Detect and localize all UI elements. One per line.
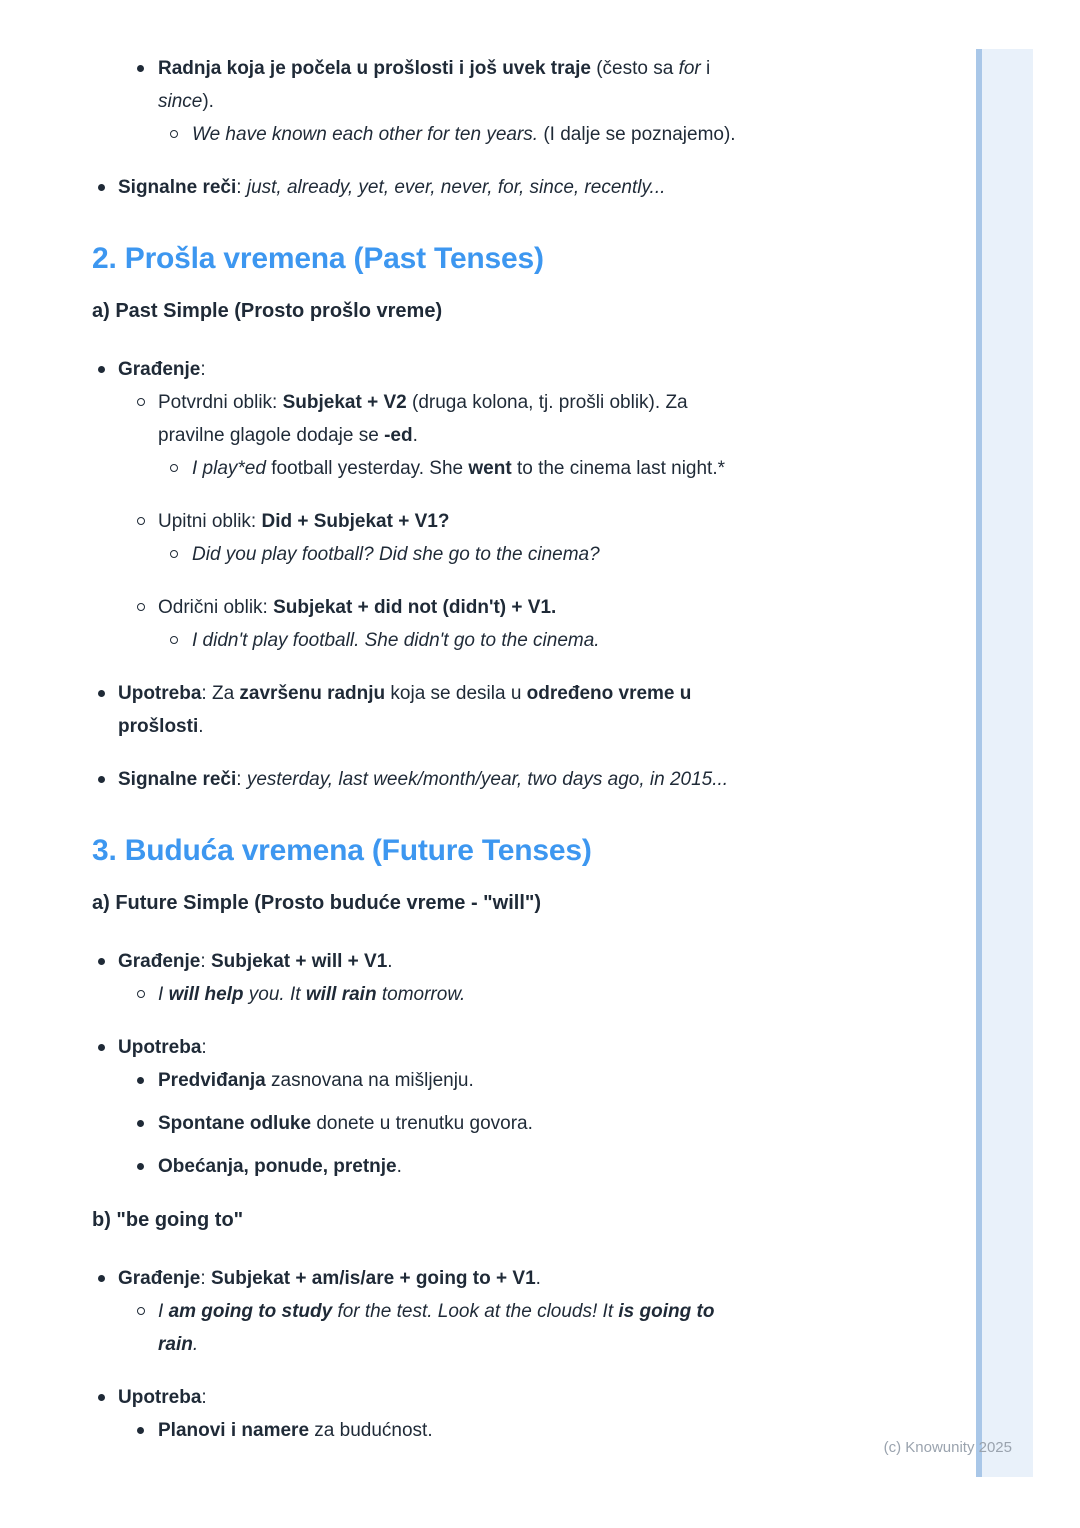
list-item-text bbox=[158, 1070, 474, 1091]
list-item-text bbox=[118, 177, 665, 198]
bullet-marker bbox=[98, 184, 105, 191]
list-item bbox=[92, 591, 964, 624]
circle-marker bbox=[137, 1307, 145, 1315]
list-item-text bbox=[158, 392, 688, 446]
text-run: . bbox=[387, 951, 393, 972]
list-item bbox=[92, 763, 964, 796]
text-run: Did + Subjekat + V1? bbox=[261, 511, 450, 532]
list-item bbox=[92, 1031, 964, 1064]
list-item-text bbox=[158, 1156, 402, 1177]
list-item-text bbox=[158, 58, 710, 112]
list-item bbox=[92, 945, 964, 978]
list-item bbox=[92, 52, 964, 118]
text-run: (druga kolona, tj. prošli oblik). Za bbox=[406, 392, 688, 413]
text-run: you. It bbox=[243, 984, 306, 1005]
list-item bbox=[92, 677, 964, 743]
text-run: football yesterday. She bbox=[265, 458, 469, 479]
list-item bbox=[92, 1107, 964, 1140]
text-run: : bbox=[200, 951, 211, 972]
text-run: yesterday, last week/month/year, two days ago, in 2015... bbox=[246, 769, 729, 790]
bullet-marker bbox=[137, 1077, 144, 1084]
circle-marker bbox=[137, 517, 145, 525]
list-item bbox=[92, 624, 964, 657]
circle-marker bbox=[170, 130, 178, 138]
list-item-text bbox=[118, 1268, 541, 1289]
text-run: I bbox=[158, 984, 169, 1005]
text-run: I play*ed bbox=[192, 458, 266, 479]
text-run: Signalne reči bbox=[118, 769, 237, 790]
text-run: : bbox=[200, 359, 206, 380]
text-run: prošlosti bbox=[118, 716, 199, 737]
text-run: : bbox=[201, 1387, 207, 1408]
text-run: Građenje bbox=[118, 951, 201, 972]
list-item-text bbox=[192, 124, 736, 145]
text-run: (I dalje se poznajemo). bbox=[538, 124, 736, 145]
list-item bbox=[92, 452, 964, 485]
text-run: Građenje bbox=[118, 359, 201, 380]
bullet-marker bbox=[98, 690, 105, 697]
text-run: za budućnost. bbox=[309, 1420, 433, 1441]
list-item bbox=[92, 171, 964, 204]
copyright-watermark: (c) Knowunity 2025 bbox=[883, 1439, 1012, 1456]
text-run: ). bbox=[202, 91, 214, 112]
text-run: Upotreba bbox=[118, 1387, 202, 1408]
list-item-text bbox=[158, 597, 556, 618]
list-item bbox=[92, 1262, 964, 1295]
bullet-marker bbox=[137, 65, 144, 72]
list-item bbox=[92, 1414, 964, 1447]
text-run: Upotreba bbox=[118, 1037, 202, 1058]
text-run: . bbox=[412, 425, 418, 446]
text-run: zasnovana na mišljenju. bbox=[265, 1070, 474, 1091]
list-item-text bbox=[118, 951, 393, 972]
text-run: rain bbox=[158, 1334, 193, 1355]
text-run: will rain bbox=[305, 984, 377, 1005]
text-run: since bbox=[158, 91, 203, 112]
text-run: -ed bbox=[384, 425, 413, 446]
section-heading: 3. Buduća vremena (Future Tenses) bbox=[92, 834, 592, 867]
list-item bbox=[92, 1150, 964, 1183]
list-item-text bbox=[118, 1387, 207, 1408]
text-run: . bbox=[535, 1268, 541, 1289]
text-run: : bbox=[201, 1037, 207, 1058]
text-run: . bbox=[198, 716, 204, 737]
text-run: pravilne glagole dodaje se bbox=[158, 425, 385, 446]
text-run: Upitni oblik: bbox=[158, 511, 262, 532]
text-run: Predviđanja bbox=[158, 1070, 266, 1091]
text-run: am going to study bbox=[168, 1301, 333, 1322]
text-run: Subjekat + V2 bbox=[282, 392, 407, 413]
list-item bbox=[92, 118, 964, 151]
text-run: : Za bbox=[201, 683, 240, 704]
bullet-marker bbox=[98, 776, 105, 783]
text-run: We have known each other for ten years. bbox=[192, 124, 539, 145]
text-run: for the test. Look at the clouds! It bbox=[332, 1301, 619, 1322]
list-item bbox=[92, 538, 964, 571]
list-item bbox=[92, 978, 964, 1011]
text-run: tomorrow. bbox=[376, 984, 466, 1005]
list-item-text bbox=[192, 458, 725, 479]
text-run: Odrični oblik: bbox=[158, 597, 274, 618]
list-item-text bbox=[158, 1420, 433, 1441]
text-run: will help bbox=[168, 984, 244, 1005]
text-run: to the cinema last night.* bbox=[511, 458, 726, 479]
list-item-text bbox=[118, 359, 206, 380]
list-item bbox=[92, 1295, 964, 1361]
bullet-marker bbox=[137, 1427, 144, 1434]
list-item-text bbox=[192, 630, 600, 651]
subsection-heading: a) Past Simple (Prosto prošlo vreme) bbox=[92, 300, 443, 322]
page-edge-bar bbox=[976, 49, 1033, 1477]
text-run: određeno vreme u bbox=[526, 683, 692, 704]
list-item-text bbox=[118, 1037, 207, 1058]
list-item-text bbox=[158, 984, 465, 1005]
list-item bbox=[92, 505, 964, 538]
text-run: Signalne reči bbox=[118, 177, 237, 198]
text-run: for bbox=[678, 58, 701, 79]
bullet-marker bbox=[98, 958, 105, 965]
text-run: Građenje bbox=[118, 1268, 201, 1289]
list-item-text bbox=[158, 1113, 533, 1134]
text-run: I bbox=[158, 1301, 169, 1322]
bullet-marker bbox=[137, 1163, 144, 1170]
text-run: Upotreba bbox=[118, 683, 202, 704]
subsection-heading: b) "be going to" bbox=[92, 1209, 244, 1231]
text-run: just, already, yet, ever, never, for, since, recently... bbox=[246, 177, 666, 198]
list-item bbox=[92, 386, 964, 452]
text-run: : bbox=[236, 769, 247, 790]
list-item-text bbox=[118, 769, 728, 790]
text-run: . bbox=[396, 1156, 402, 1177]
text-run: i bbox=[700, 58, 711, 79]
circle-marker bbox=[170, 464, 178, 472]
bullet-marker bbox=[137, 1120, 144, 1127]
text-run: Subjekat + will + V1 bbox=[210, 951, 388, 972]
text-run: went bbox=[468, 458, 512, 479]
text-run: Subjekat + did not (didn't) + V1. bbox=[273, 597, 557, 618]
text-run: Radnja koja je počela u prošlosti i još uvek traje bbox=[158, 58, 591, 79]
list-item-text bbox=[158, 1301, 714, 1355]
text-run: I didn't play football. She didn't go to the cinema. bbox=[192, 630, 600, 651]
list-item bbox=[92, 1381, 964, 1414]
text-run: Potvrdni oblik: bbox=[158, 392, 283, 413]
bullet-marker bbox=[98, 1044, 105, 1051]
bullet-marker bbox=[98, 1394, 105, 1401]
list-item-text bbox=[118, 683, 691, 737]
list-item bbox=[92, 1064, 964, 1097]
text-run: Planovi i namere bbox=[158, 1420, 310, 1441]
list-item-text bbox=[192, 544, 600, 565]
text-run: koja se desila u bbox=[385, 683, 527, 704]
bullet-marker bbox=[98, 1275, 105, 1282]
document-content bbox=[92, 52, 964, 1447]
bullet-marker bbox=[98, 366, 105, 373]
list-item bbox=[92, 353, 964, 386]
circle-marker bbox=[137, 398, 145, 406]
text-run: . bbox=[192, 1334, 199, 1355]
circle-marker bbox=[170, 636, 178, 644]
text-run: donete u trenutku govora. bbox=[311, 1113, 533, 1134]
text-run: Obećanja, ponude, pretnje bbox=[158, 1156, 397, 1177]
text-run: : bbox=[236, 177, 247, 198]
text-run: Subjekat + am/is/are + going to + V1 bbox=[210, 1268, 536, 1289]
text-run: Spontane odluke bbox=[158, 1113, 312, 1134]
subsection-heading: a) Future Simple (Prosto buduće vreme - "will") bbox=[92, 892, 542, 914]
text-run: (često sa bbox=[590, 58, 679, 79]
section-heading: 2. Prošla vremena (Past Tenses) bbox=[92, 242, 544, 275]
text-run: završenu radnju bbox=[239, 683, 386, 704]
circle-marker bbox=[137, 990, 145, 998]
text-run: : bbox=[200, 1268, 211, 1289]
circle-marker bbox=[137, 603, 145, 611]
list-item-text bbox=[158, 511, 449, 532]
text-run: is going to bbox=[618, 1301, 715, 1322]
circle-marker bbox=[170, 550, 178, 558]
text-run: Did you play football? Did she go to the cinema? bbox=[192, 544, 600, 565]
